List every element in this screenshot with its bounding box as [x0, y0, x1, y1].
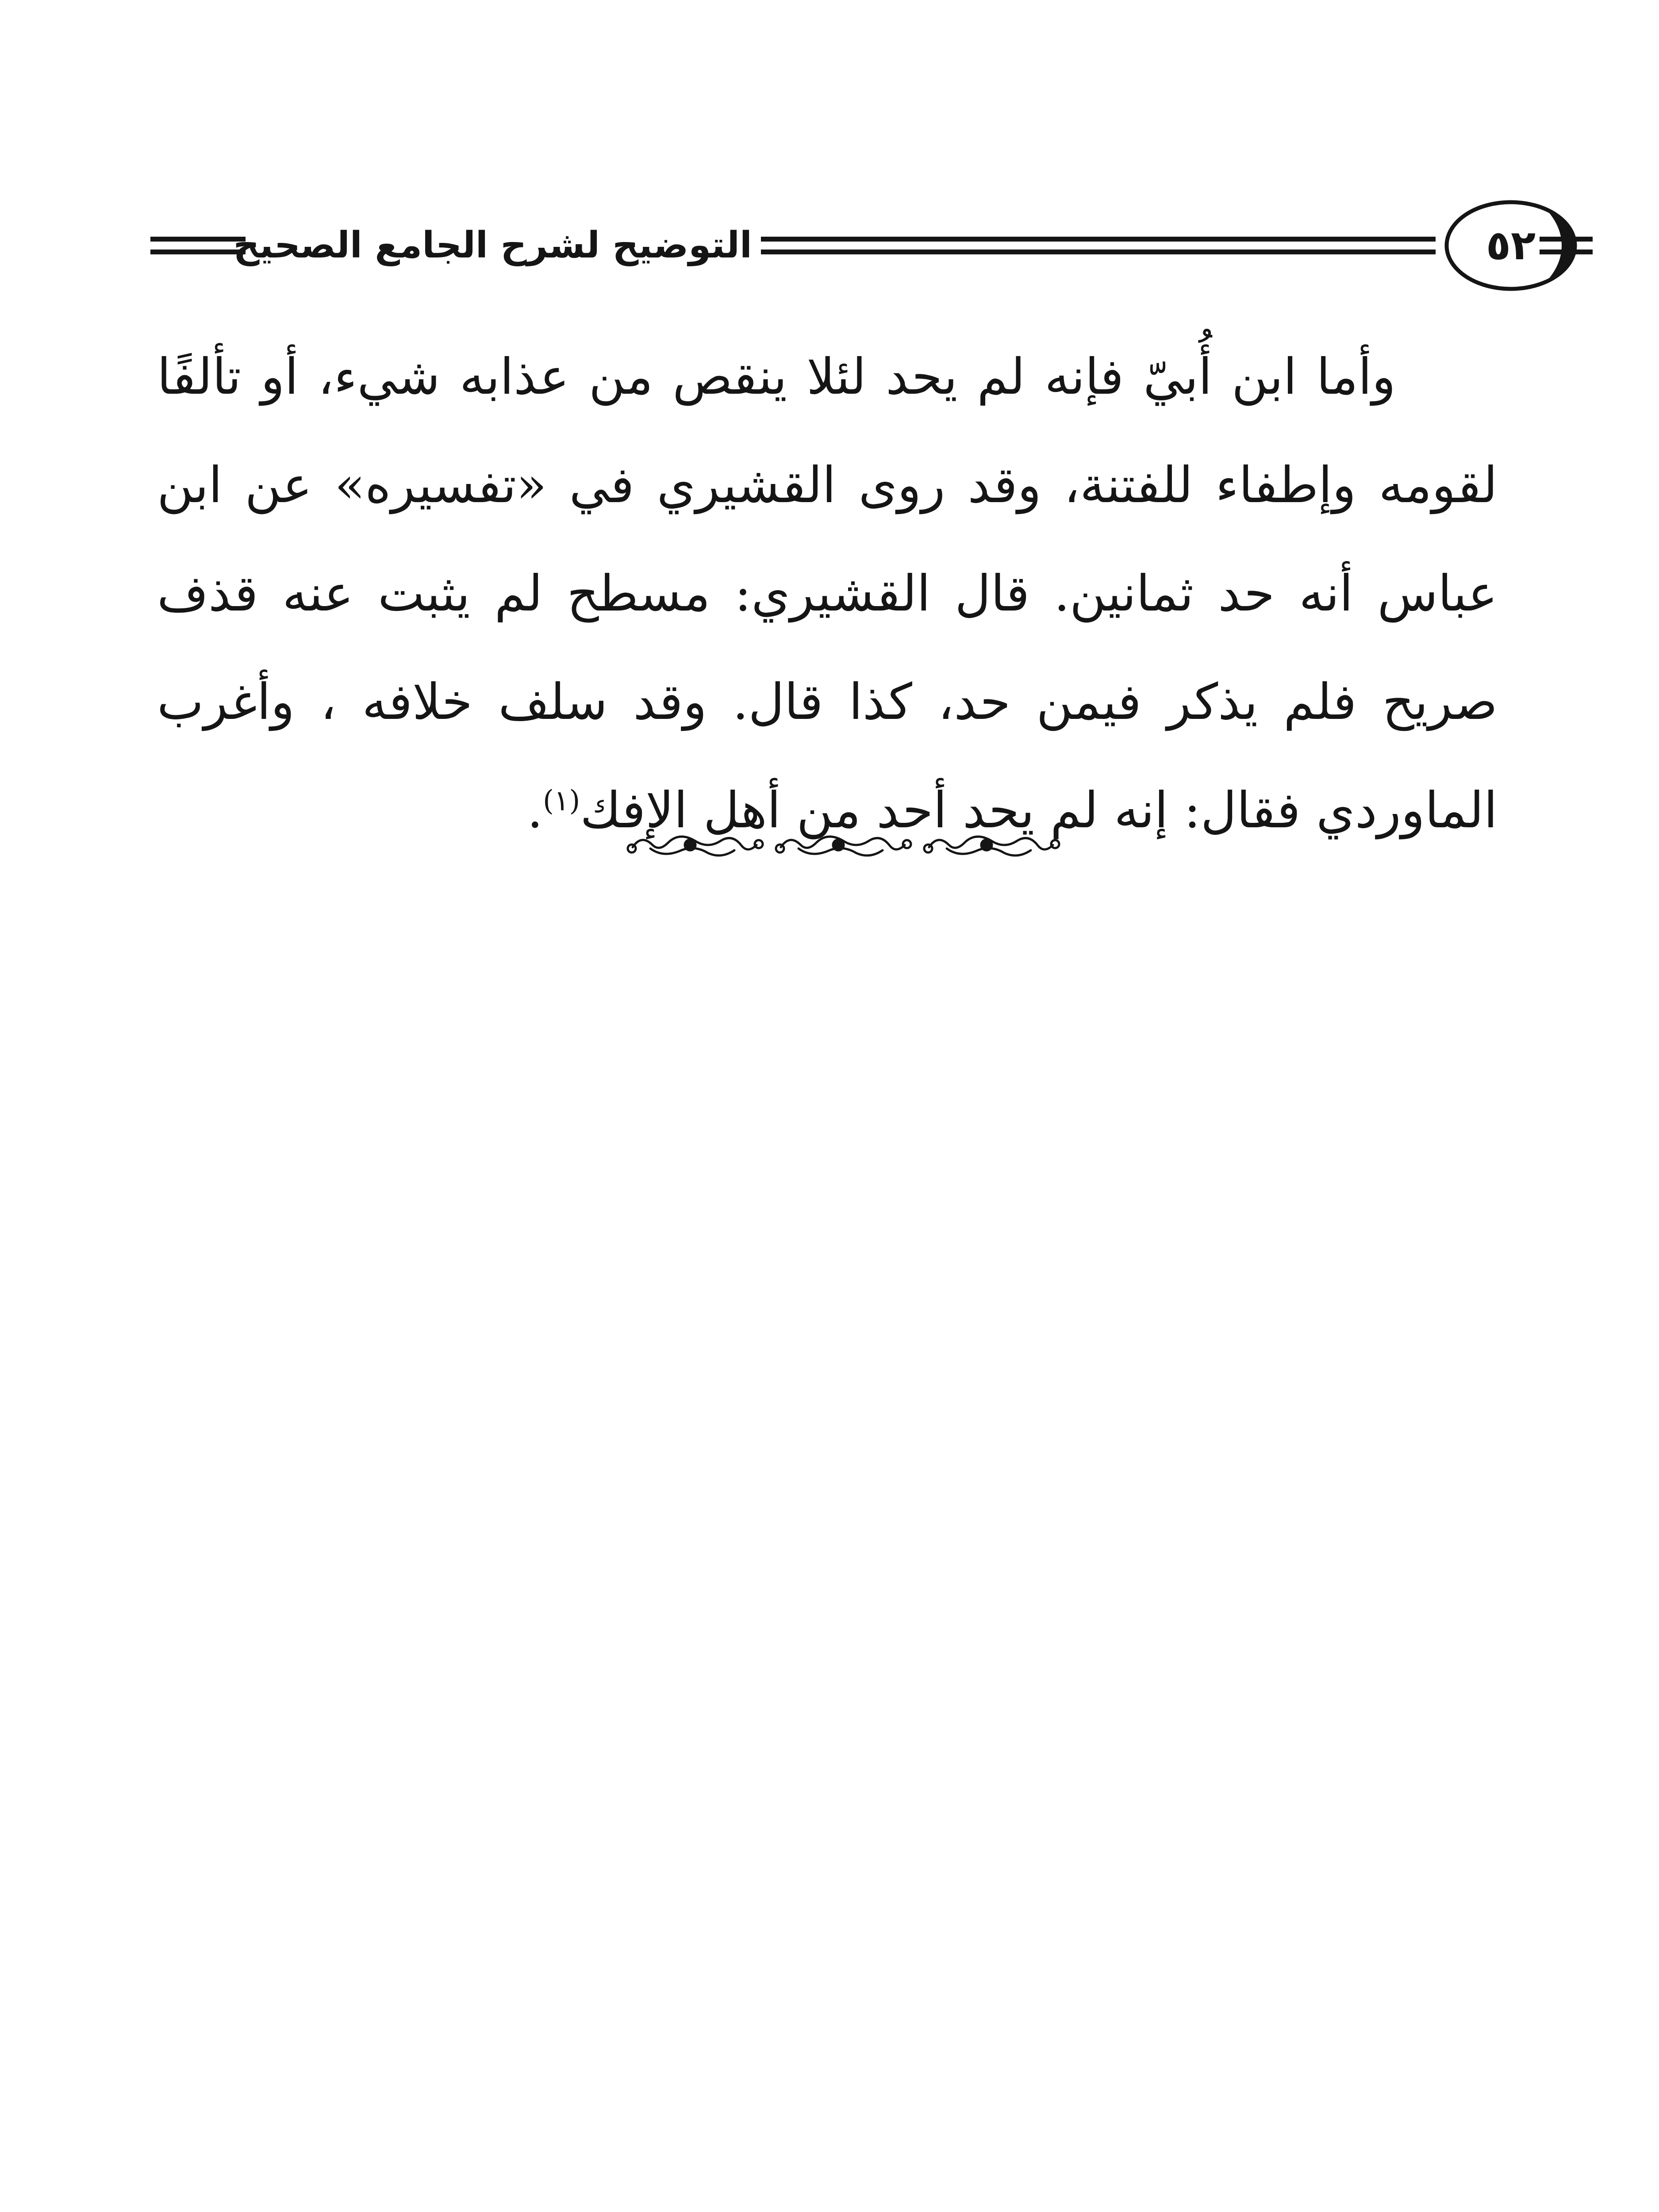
paragraph-end-punctuation: .: [527, 782, 543, 839]
running-header: [150, 195, 1536, 296]
header-double-rule-right: [1540, 237, 1593, 254]
header-double-rule-middle: [761, 237, 1436, 254]
footnote-reference[interactable]: (١): [543, 784, 580, 818]
running-title: التوضيح لشرح الجامع الصحيح: [233, 224, 752, 266]
body-paragraph-text: وأما ابن أُبيّ فإنه لم يحد لئلا ينقص من عذابه شيء، أو تألفًا لقومه وإطفاء للفتنة، وقد روى القشيري في «تفسيره» عن ابن عباس أنه حد ثمانين. قال القشيري: مسطح لم يثبت عنه قذف صريح فلم يذكر فيمن حد، كذا قال. وقد سلف خلافه ، وأغرب الماوردي فقال: إنه لم يحد أحد من أهل الإفك: [157, 348, 1498, 839]
body-paragraph: [157, 323, 1498, 865]
section-end-ornament-icon: [624, 827, 1062, 863]
header-double-rule-left: [150, 237, 246, 254]
page-number: ٥٢: [1486, 222, 1536, 269]
